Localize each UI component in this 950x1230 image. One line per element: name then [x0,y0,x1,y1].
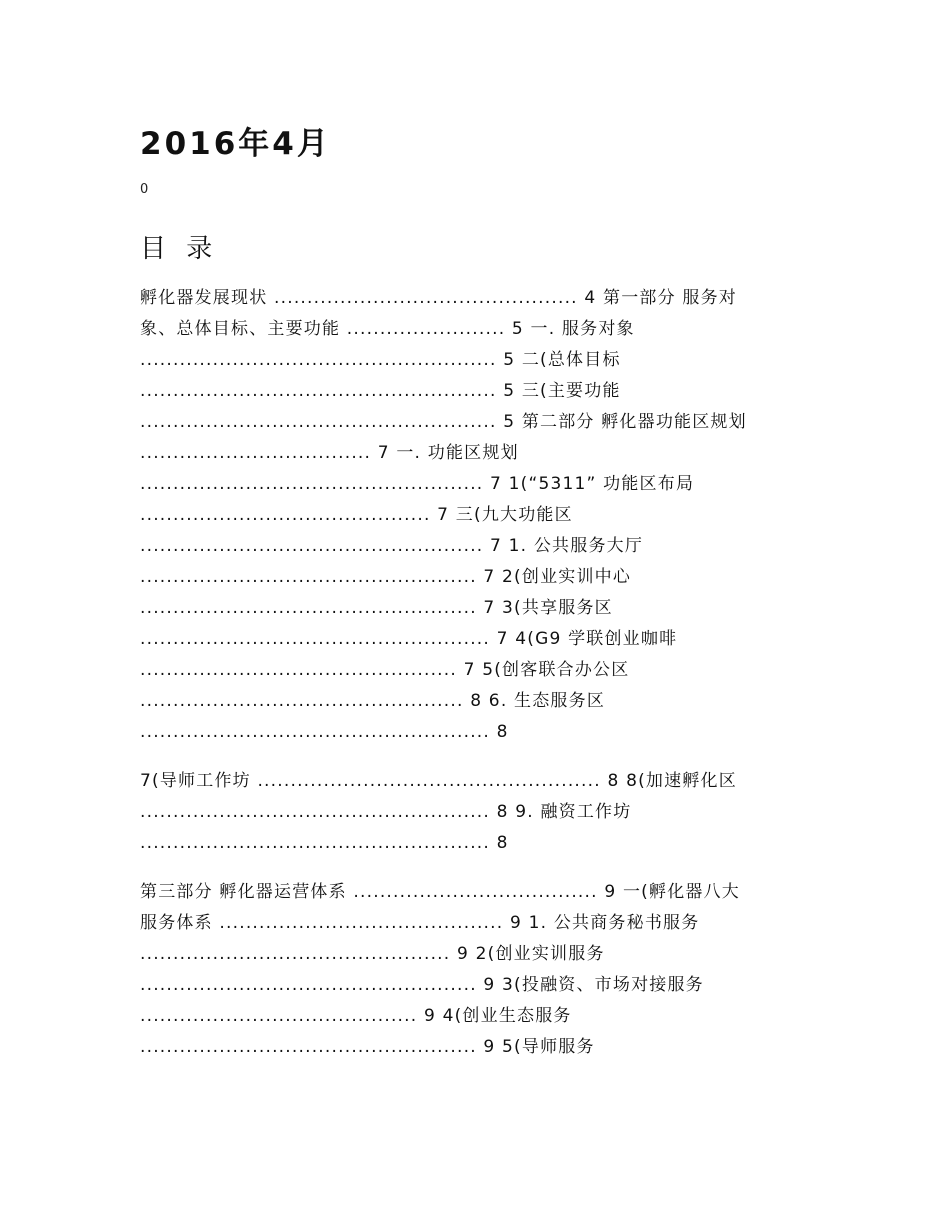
toc-block-1 [140,283,820,748]
toc-line[interactable]: 第三部分 孵化器运营体系 ..................................... 9 一(孵化器八大 [140,882,741,902]
toc-title: 目 录 [140,234,219,264]
toc-line[interactable]: 7(导师工作坊 .................................................... 8 8(加速孵化区 [140,771,737,791]
toc-line[interactable]: 象、总体目标、主要功能 ........................ 5 一. 服务对象 [140,319,635,339]
document-date: 2016年4月 [140,126,331,162]
toc-line[interactable]: ............................................... 9 2(创业实训服务 [140,944,605,964]
toc-line[interactable]: ............................................ 7 三(九大功能区 [140,505,573,525]
toc-block-2 [140,766,820,859]
toc-line[interactable]: ...................................................... 5 三(主要功能 [140,381,621,401]
toc-line[interactable]: ..................................................... 8 [140,722,509,742]
toc-block-3 [140,877,820,1063]
toc-line[interactable]: .................................................... 7 1. 公共服务大厅 [140,536,644,556]
toc-line[interactable]: 孵化器发展现状 .............................................. 4 第一部分 服务对 [140,288,738,308]
toc-line[interactable]: .................................................... 7 1(“5311” 功能区布局 [140,474,695,494]
toc-line[interactable]: ................................................. 8 6. 生态服务区 [140,691,606,711]
page-number: 0 [140,182,149,197]
toc-line[interactable]: ..................................................... 7 4(G9 学联创业咖啡 [140,629,678,649]
toc-line[interactable]: ................................................... 9 5(导师服务 [140,1037,595,1057]
toc-line[interactable]: ...................................................... 5 二(总体目标 [140,350,621,370]
toc-line[interactable]: ................................................... 7 2(创业实训中心 [140,567,632,587]
toc-line[interactable]: 服务体系 ........................................... 9 1. 公共商务秘书服务 [140,913,700,933]
toc-line[interactable]: ................................... 7 一. 功能区规划 [140,443,519,463]
toc-line[interactable]: ...................................................... 5 第二部分 孵化器功能区规划 [140,412,747,432]
toc-line[interactable]: ................................................... 7 3(共享服务区 [140,598,613,618]
toc-line[interactable]: ..................................................... 8 9. 融资工作坊 [140,802,632,822]
toc-line[interactable]: ................................................... 9 3(投融资、市场对接服务 [140,975,704,995]
toc-line[interactable]: .......................................... 9 4(创业生态服务 [140,1006,572,1026]
toc-line[interactable]: ..................................................... 8 [140,833,509,853]
toc-line[interactable]: ................................................ 7 5(创客联合办公区 [140,660,630,680]
